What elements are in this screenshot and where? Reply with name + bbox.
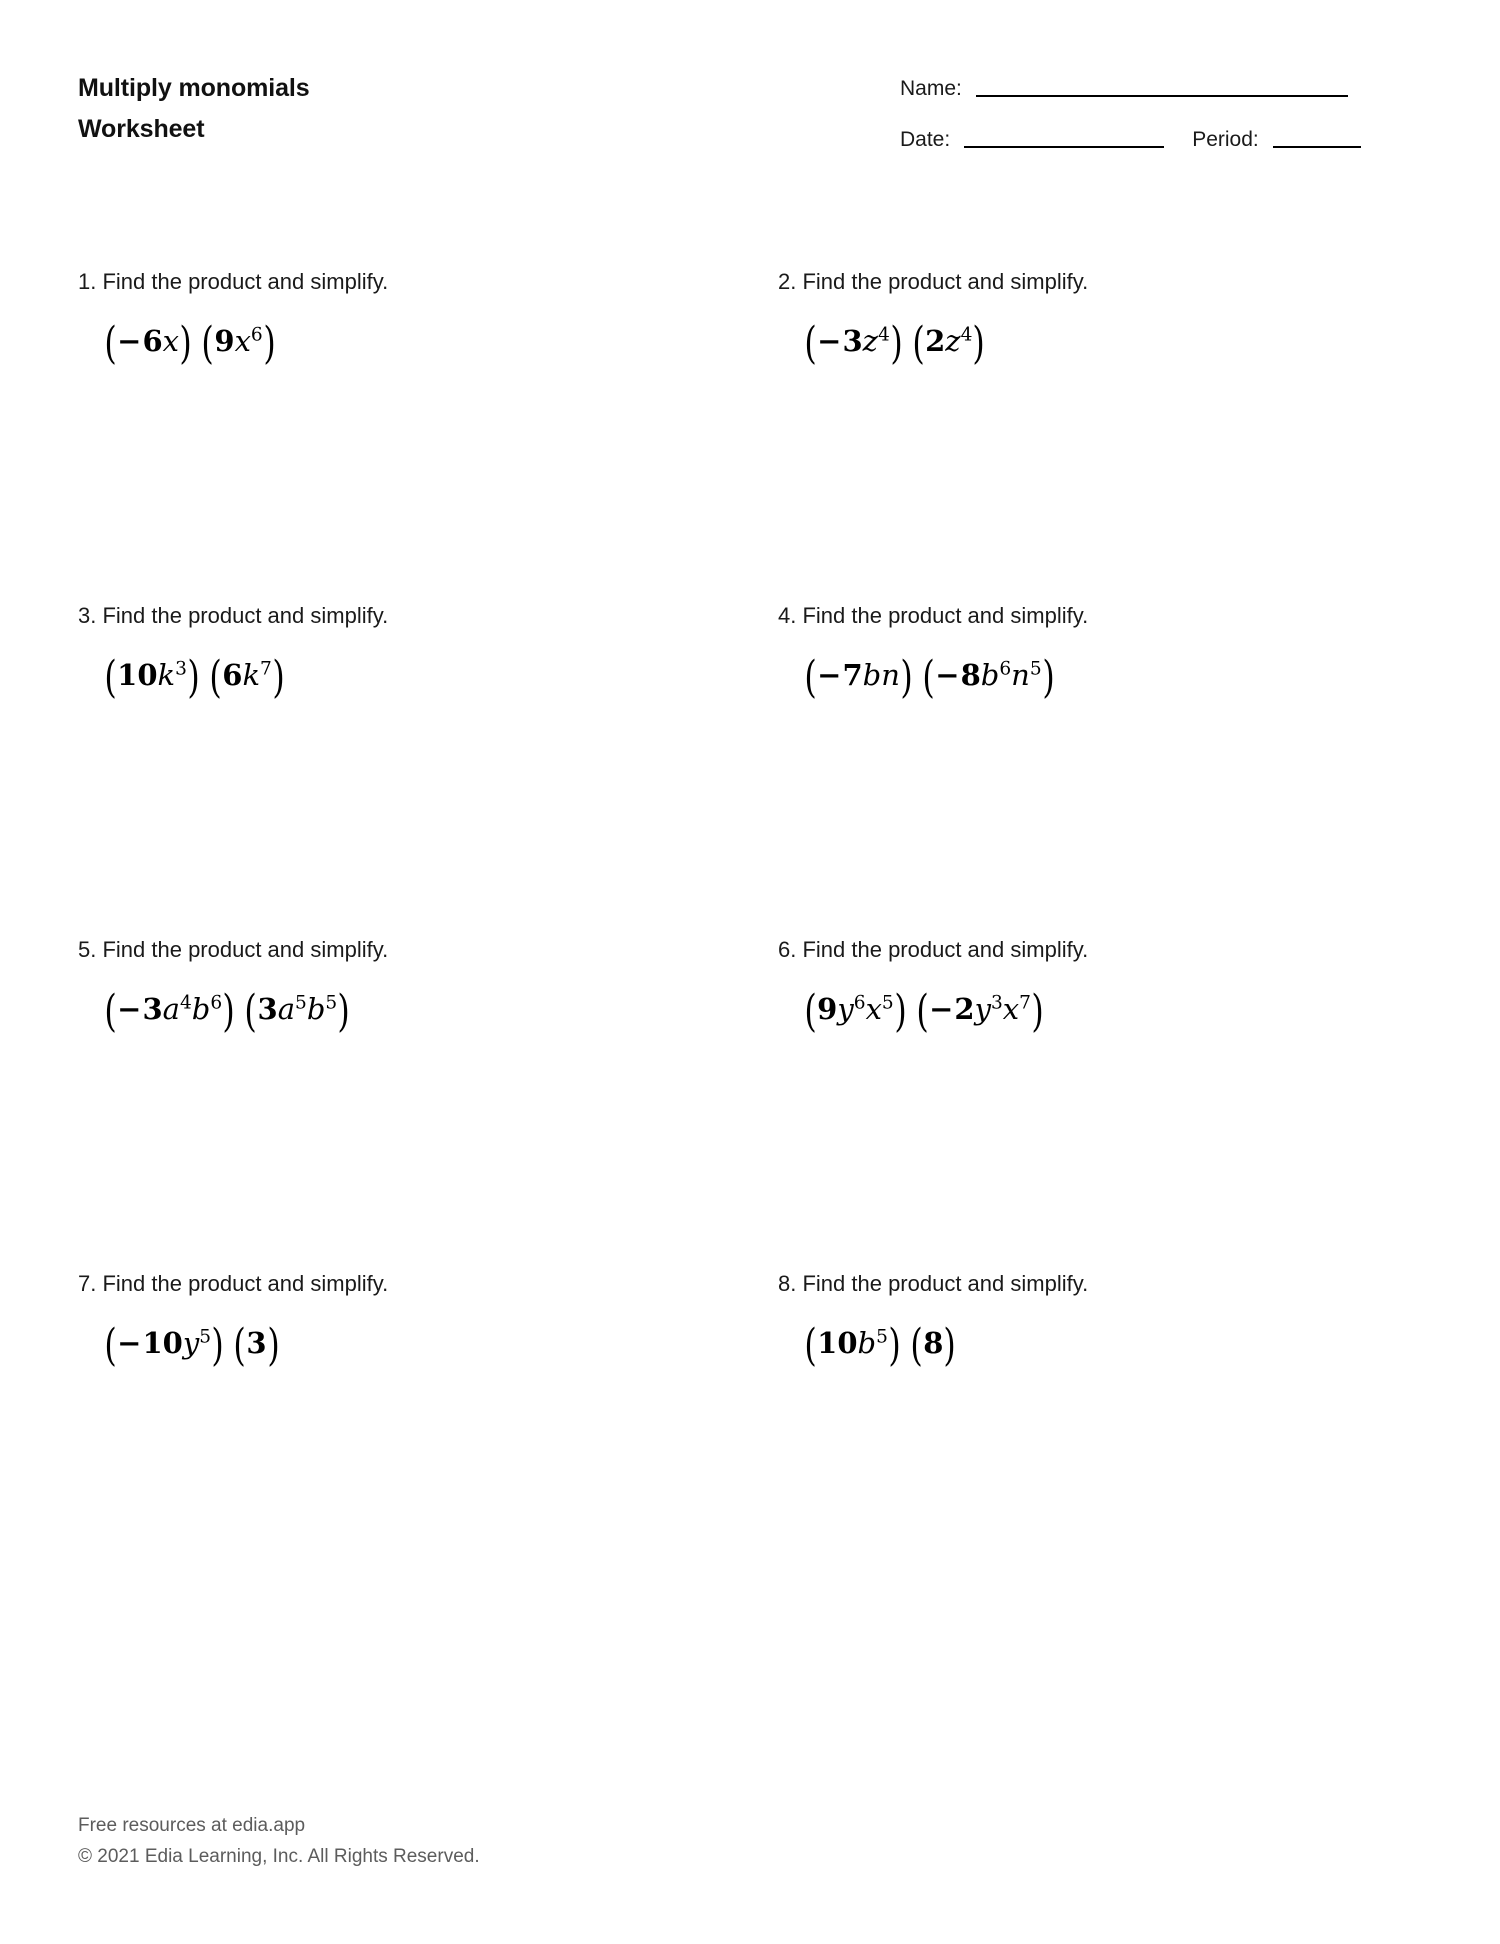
name-label: Name:	[900, 77, 962, 100]
problem-3	[78, 602, 698, 705]
date-period-field-row	[900, 119, 1460, 160]
problem-prompt: 8. Find the product and simplify.	[778, 1271, 1089, 1296]
problem-expression: $(-10y^5)$ (3)	[104, 1320, 280, 1371]
problem-expression: (−6x) $(9x^6)$	[104, 318, 276, 369]
problem-7	[78, 1270, 698, 1373]
problem-expression: $(10b^5)$ (8)	[804, 1320, 957, 1371]
problem-row	[0, 268, 1500, 602]
problem-6	[778, 936, 1398, 1039]
problem-8	[778, 1270, 1398, 1373]
problem-4	[778, 602, 1398, 705]
name-input-line[interactable]	[976, 95, 1348, 97]
problem-1	[78, 268, 698, 371]
problem-prompt: 7. Find the product and simplify.	[78, 1271, 389, 1296]
problem-5	[78, 936, 698, 1039]
period-input-line[interactable]	[1273, 146, 1361, 148]
date-label: Date:	[900, 128, 951, 151]
problem-prompt: 5. Find the product and simplify.	[78, 937, 389, 962]
problem-prompt: 1. Find the product and simplify.	[78, 269, 389, 294]
worksheet-title-line-2: Worksheet	[78, 115, 205, 143]
problem-row	[0, 602, 1500, 936]
student-info-fields	[900, 68, 1460, 160]
name-field-row	[900, 68, 1460, 109]
problem-prompt: 2. Find the product and simplify.	[778, 269, 1089, 294]
problem-row	[0, 936, 1500, 1270]
worksheet-title-line-1: Multiply monomials	[78, 74, 310, 102]
date-input-line[interactable]	[964, 146, 1164, 148]
title-block	[78, 68, 310, 150]
problem-expression: $(9y^6x^5)$ $(-2y^3x^7)$	[804, 986, 1044, 1037]
problem-prompt: 4. Find the product and simplify.	[778, 603, 1089, 628]
problem-grid	[0, 268, 1500, 1604]
problem-expression: $(-3a^4b^6)$ $(3a^5b^5)$	[104, 986, 350, 1037]
footer-resources-text: Free resources at edia.app	[78, 1815, 306, 1836]
problem-2	[778, 268, 1398, 371]
problem-prompt: 6. Find the product and simplify.	[778, 937, 1089, 962]
worksheet-header	[0, 68, 1500, 178]
problem-expression: $(-3z^4)$ $(2z^4)$	[804, 318, 986, 369]
worksheet-footer	[78, 1810, 480, 1872]
problem-expression: (−7bn) $(-8b^6n^5)$	[804, 652, 1055, 703]
problem-row	[0, 1270, 1500, 1604]
footer-copyright-text: © 2021 Edia Learning, Inc. All Rights Reserved.	[78, 1846, 480, 1867]
period-label: Period:	[1192, 128, 1259, 151]
problem-expression: $(10k^3)$ $(6k^7)$	[104, 652, 285, 703]
problem-prompt: 3. Find the product and simplify.	[78, 603, 389, 628]
